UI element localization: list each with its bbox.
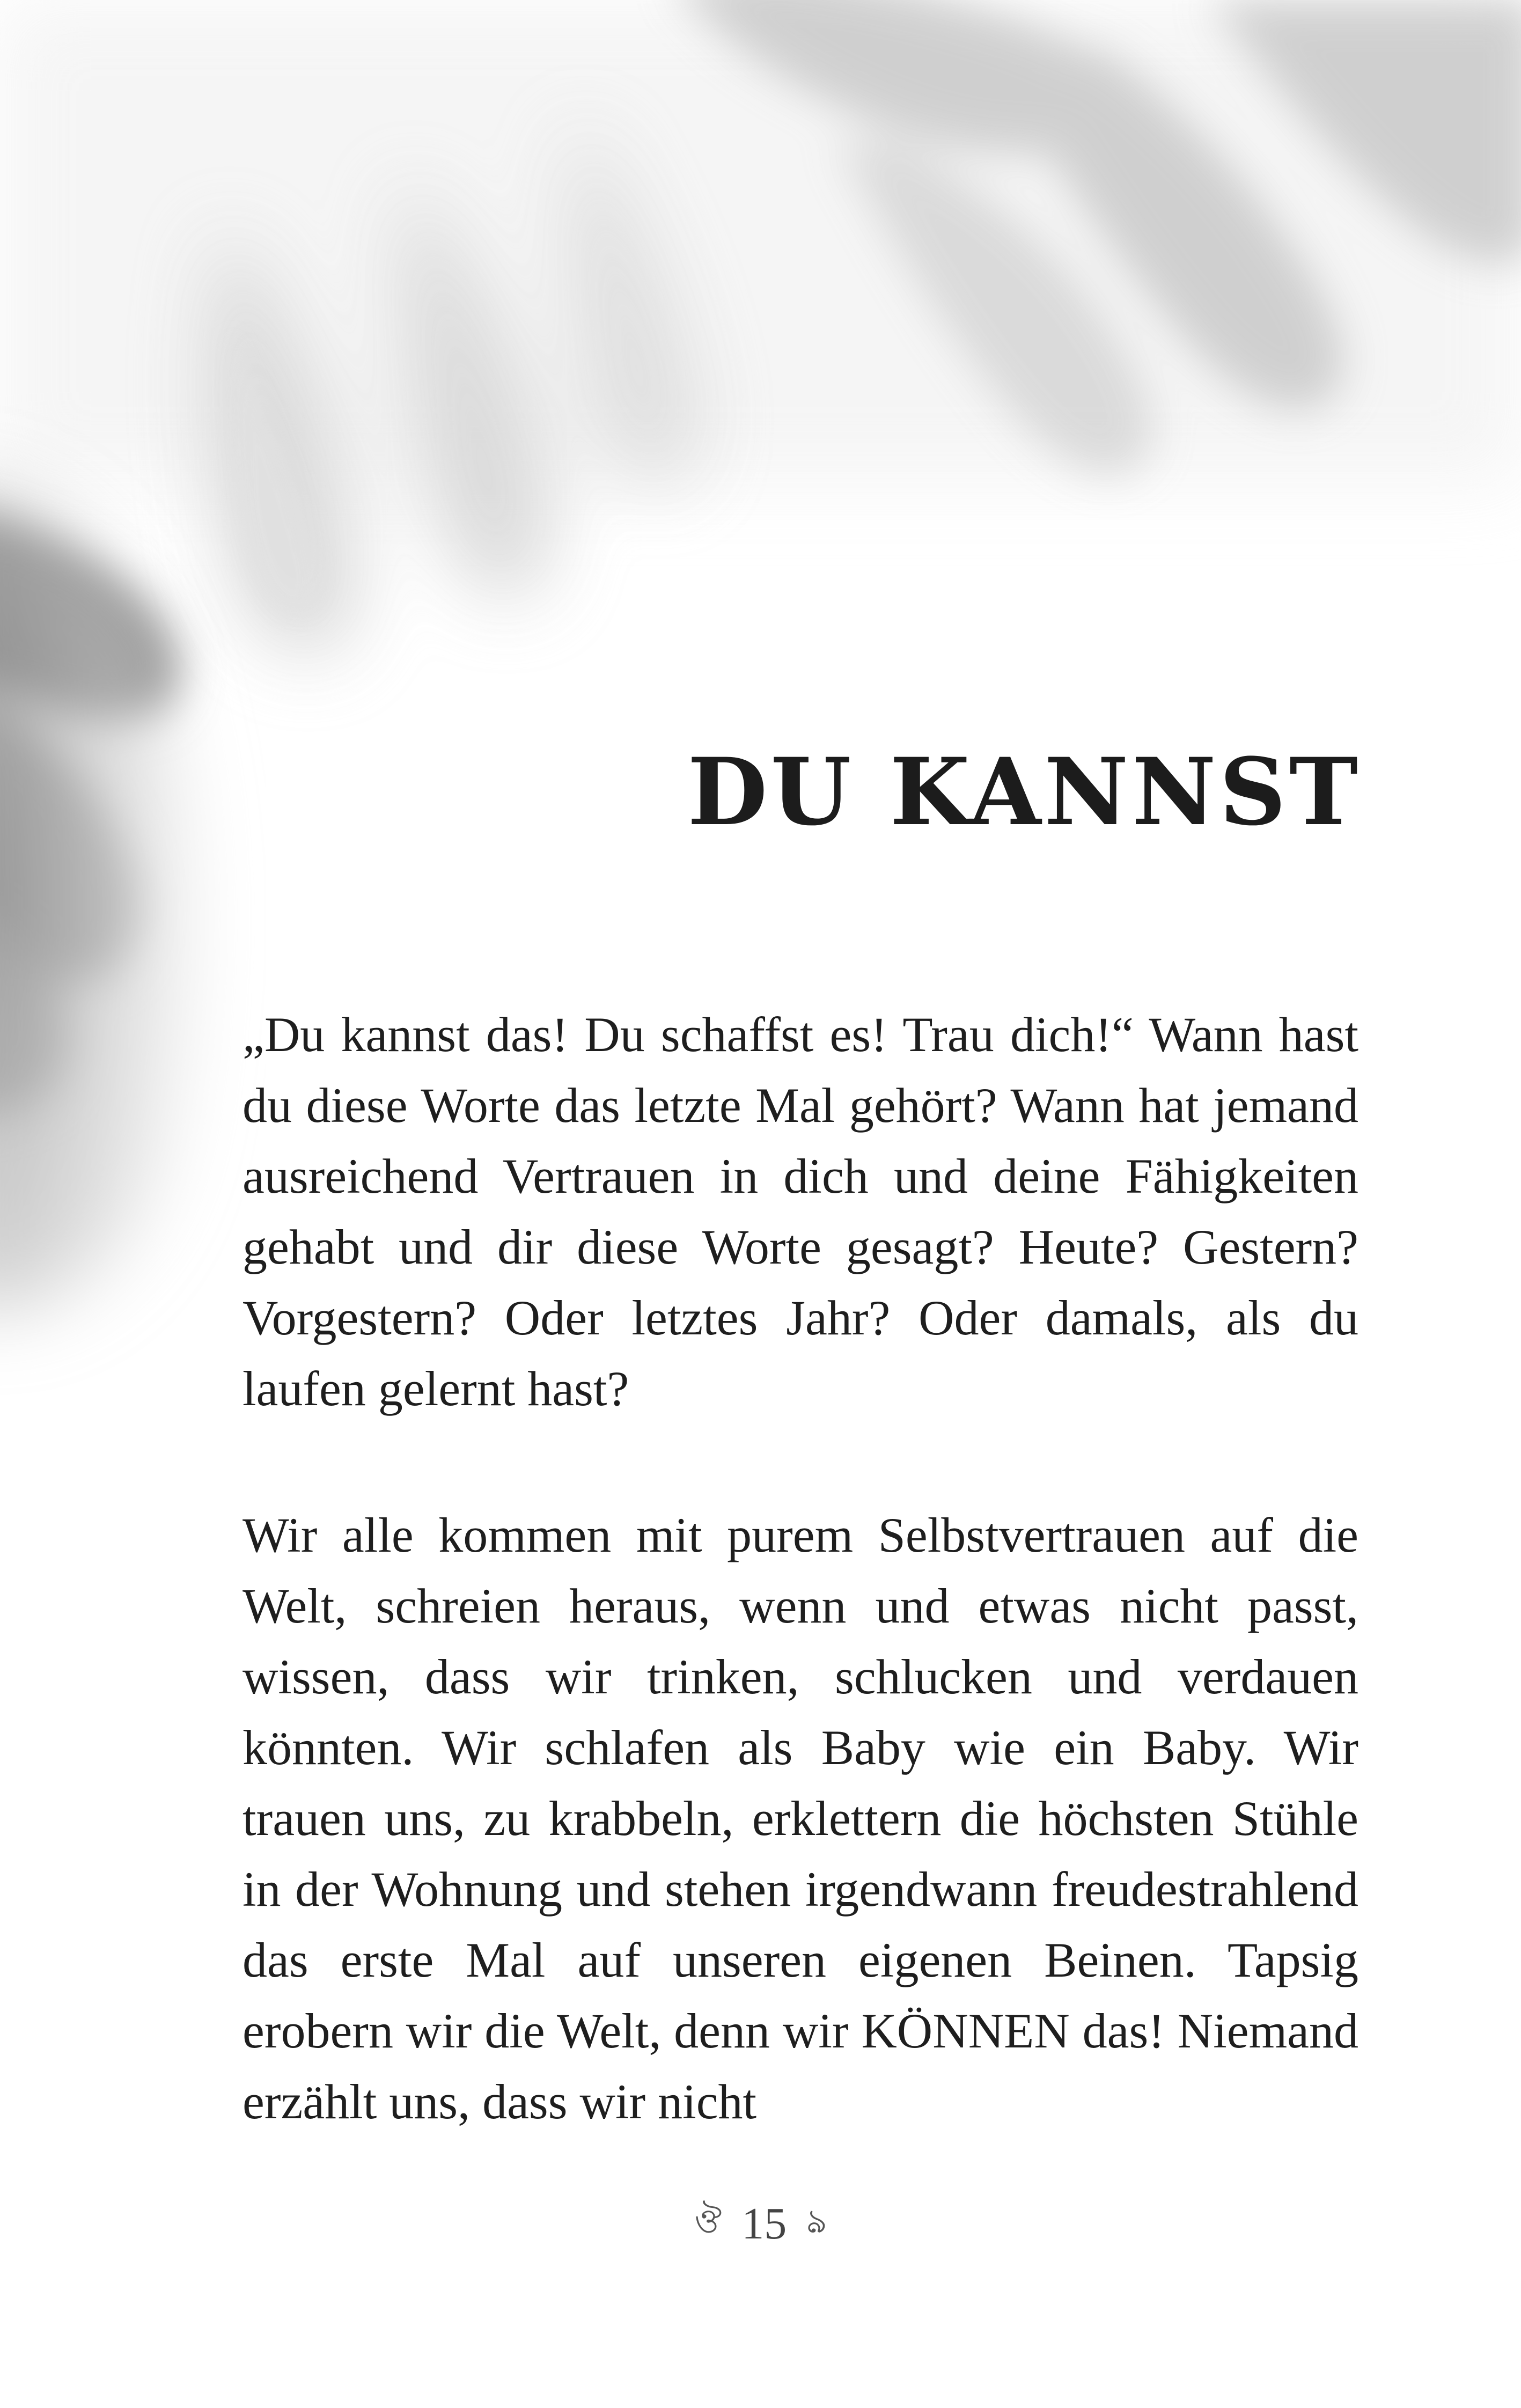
body-paragraph-2: Wir alle kommen mit purem Selbstvertrauen auf die Welt, schreien heraus, wenn und etwas nicht passt, wissen, dass wir trinken, schlucken und verdauen könnten. Wir schlafen als Baby wie ein Baby. Wir trauen uns, zu krabbeln, erklettern die höchsten Stühle in der Wohnung und stehen irgendwann freudestrahlend das erste Mal auf unseren eigenen Beinen. Tapsig erobern wir die Welt, denn wir KÖNNEN das! Niemand erzählt uns, dass wir nicht <box>243 1508 1358 2129</box>
page-number: 15 <box>741 2198 787 2249</box>
chapter-title: DU KANNST <box>687 737 1361 846</box>
ornament-right-icon: ঌ <box>806 2203 827 2240</box>
ornament-left-icon: ঔ <box>694 2203 722 2240</box>
body-paragraph-1: „Du kannst das! Du schaffst es! Trau dich!“ Wann hast du diese Worte das letzte Mal gehört? Wann hat jemand ausreichend Vertrauen in dich und deine Fähigkeiten gehabt und dir diese Worte gesagt? Heute? Gestern? Vorgestern? Oder letztes Jahr? Oder damals, als du laufen gelernt hast? <box>243 1007 1358 1416</box>
page-footer <box>0 2197 1521 2247</box>
